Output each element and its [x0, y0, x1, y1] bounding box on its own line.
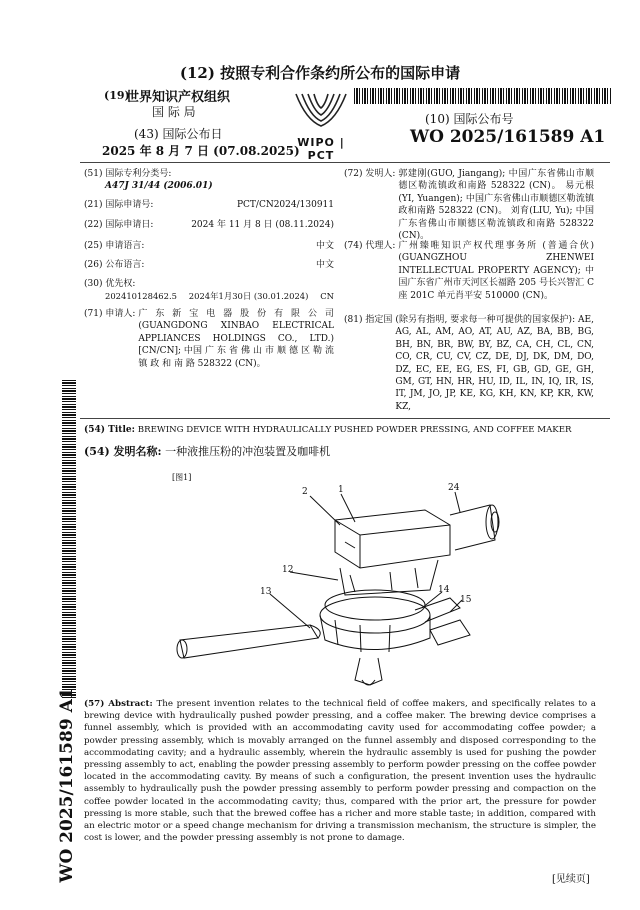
patent-figure [160, 480, 540, 695]
priority-row [84, 290, 334, 302]
org-name: 世界知识产权组织 [126, 90, 231, 105]
figure-label-15: 15 [460, 595, 472, 605]
abstract-label: (57) Abstract: [84, 699, 153, 709]
priority-label: (30) 优先权: [84, 279, 136, 289]
figure-label-1: 1 [338, 485, 344, 495]
app-lang-field [84, 240, 334, 252]
priority-country: CN [320, 291, 334, 302]
designated-states-field [344, 314, 594, 413]
title-en-text: BREWING DEVICE WITH HYDRAULICALLY PUSHED POWDER PRESSING, AND COFFEE MAKER [137, 425, 572, 435]
abstract-text: The present invention relates to the technical field of coffee makers, and specifically relates to a brewing device with hydraulically pushed powder pressing, and a coffee maker. The brewing device comprises a funnel assembly, which is provided with an accommodating cavity used for accommodating coffee powder; a powder pressing assembly, which is movably arranged on the funnel assembly and disposed corresponding to the accommodating cavity; and a hydraulic assembly, wherein the hydraulic assembly is used for pushing the powder pressing assembly to act, enabling the powder pressing assembly to perform powder pressing on the coffee powder located in the accommodating cavity. By means of such a configuration, the present invention uses the hydraulic assembly to hydraulically push the powder pressing assembly to perform powder pressing and compaction on the coffee powder located in the accommodating cavity; thus, compared with the prior art, the pressure for powder pressing is more stable, such that the brewed coffee has a richer and more stable taste; in addition, compared with an electric motor or a speed change mechanism for driving a transmission mechanism, the structure is simpler, the cost is lower, and the powder pressing assembly is not prone to damage. [84, 699, 596, 844]
applicant-label: (71) 申请人: [84, 309, 136, 319]
pub-lang-value: 中文 [315, 260, 334, 270]
abstract [84, 698, 596, 844]
agent-text: 广州臻唯知识产权代理事务所 (普通合伙) (GUANGZHOU ZHENWEI INTELLECTUAL PROPERTY AGENCY); 中国广东省广州市天河区长福路 205 号长兴智汇 C 座 201C 单元肖平安 510000 (CN)。 [398, 241, 594, 301]
wipo-logo [286, 90, 356, 162]
side-publication-number: WO 2025/161589 A1 [57, 687, 77, 883]
states-label: (81) 指定国 [344, 315, 393, 325]
pub-date-value: 2025 年 8 月 7 日 (07.08.2025) [102, 144, 300, 158]
org-number: (19) [104, 89, 130, 102]
title-zh-label: (54) 发明名称: [84, 445, 162, 458]
pub-number-label: (10) 国际公布号 [425, 112, 514, 126]
pub-lang-field [84, 259, 334, 271]
document-title: (12) 按照专利合作条约所公布的国际申请 [179, 64, 461, 82]
pub-date-label: (43) 国际公布日 [134, 127, 223, 141]
pub-number: WO 2025/161589 A1 [410, 127, 606, 147]
wipo-emblem-icon [286, 90, 356, 130]
title-en-label: (54) Title: [84, 425, 135, 435]
figure-label-24: 24 [448, 483, 460, 493]
applicant-field [84, 308, 334, 370]
inventor-label: (72) 发明人: [344, 169, 396, 179]
figure-label-13: 13 [260, 587, 272, 597]
pub-lang-label: (26) 公布语言: [84, 260, 145, 270]
filing-date-field [84, 219, 334, 231]
org-sub: 国 际 局 [152, 105, 196, 119]
brewing-device-drawing [160, 480, 540, 695]
lang-value: 中文 [315, 241, 334, 251]
inventor-text: 郭建刚(GUO, Jiangang); 中国广东省佛山市顺德区勒流镇政和南路 528322 (CN)。 易元根(YI, Yuangen); 中国广东省佛山市顺德区勒流镇政和南路 528322 (CN)。 刘育(LIU, Yu); 中国广东省佛山市顺德区勒流镇政和南路 528322 (CN)。 [398, 169, 594, 242]
title-en [84, 424, 604, 436]
lang-label: (25) 申请语言: [84, 241, 145, 251]
ipc-value: A47J 31/44 (2006.01) [105, 181, 213, 192]
states-text: (除另有指明, 要求每一种可提供的国家保护): AE, AG, AL, AM, AO, AT, AU, AZ, BA, BB, BG, BH, BN, BR, BW, BY, BZ, CA, CH, CL, CN, CO, CR, CU, CV, CZ, DE, DJ, DK, DM, DO, DZ, EC, EE, EG, ES, FI, GB, GD, GE, GH, GM, GT, HN, HR, HU, ID, IL, IN, IQ, IR, IS, IT, JM, JO, JP, KE, KG, KH, KN, KP, KR, KW, KZ, [395, 315, 594, 412]
priority-date: 2024年1月30日 (30.01.2024) [188, 291, 309, 302]
agent-label: (74) 代理人: [344, 241, 396, 251]
ipc-label: (51) 国际专利分类号: [84, 169, 172, 179]
agent-field [344, 240, 594, 302]
filing-label: (22) 国际申请日: [84, 220, 154, 230]
logo-text: WIPO | PCT [297, 136, 345, 162]
app-no-label: (21) 国际申请号: [84, 200, 154, 210]
ipc-field [84, 168, 334, 193]
app-no-field [84, 199, 334, 211]
side-barcode [62, 380, 76, 700]
figure-label-12: 12 [282, 565, 294, 575]
figure-label-14: 14 [438, 585, 450, 595]
title-zh-text: 一种液推压粉的冲泡装置及咖啡机 [165, 445, 331, 458]
figure-caption: [图1] [172, 473, 192, 482]
filing-value: 2024 年 11 月 8 日 (08.11.2024) [191, 220, 334, 230]
applicant-text: 广 东 新 宝 电 器 股 份 有 限 公 司 (GUANGDONG XINBAO ELECTRICAL APPLIANCES HOLDINGS CO., LTD.) [CN/CN]; 中国 广 东 省 佛 山 市 顺 德 区 勒 流 镇 政 和 南 路 528322 (CN)。 [138, 309, 334, 369]
top-barcode [354, 88, 612, 104]
inventor-field [344, 168, 594, 242]
priority-number: 202410128462.5 [105, 291, 177, 302]
figure-label-2: 2 [302, 487, 308, 497]
title-zh [84, 443, 604, 459]
priority-field [84, 278, 334, 303]
continued-note: [见续页] [552, 874, 590, 885]
app-no-value: PCT/CN2024/130911 [236, 200, 334, 210]
